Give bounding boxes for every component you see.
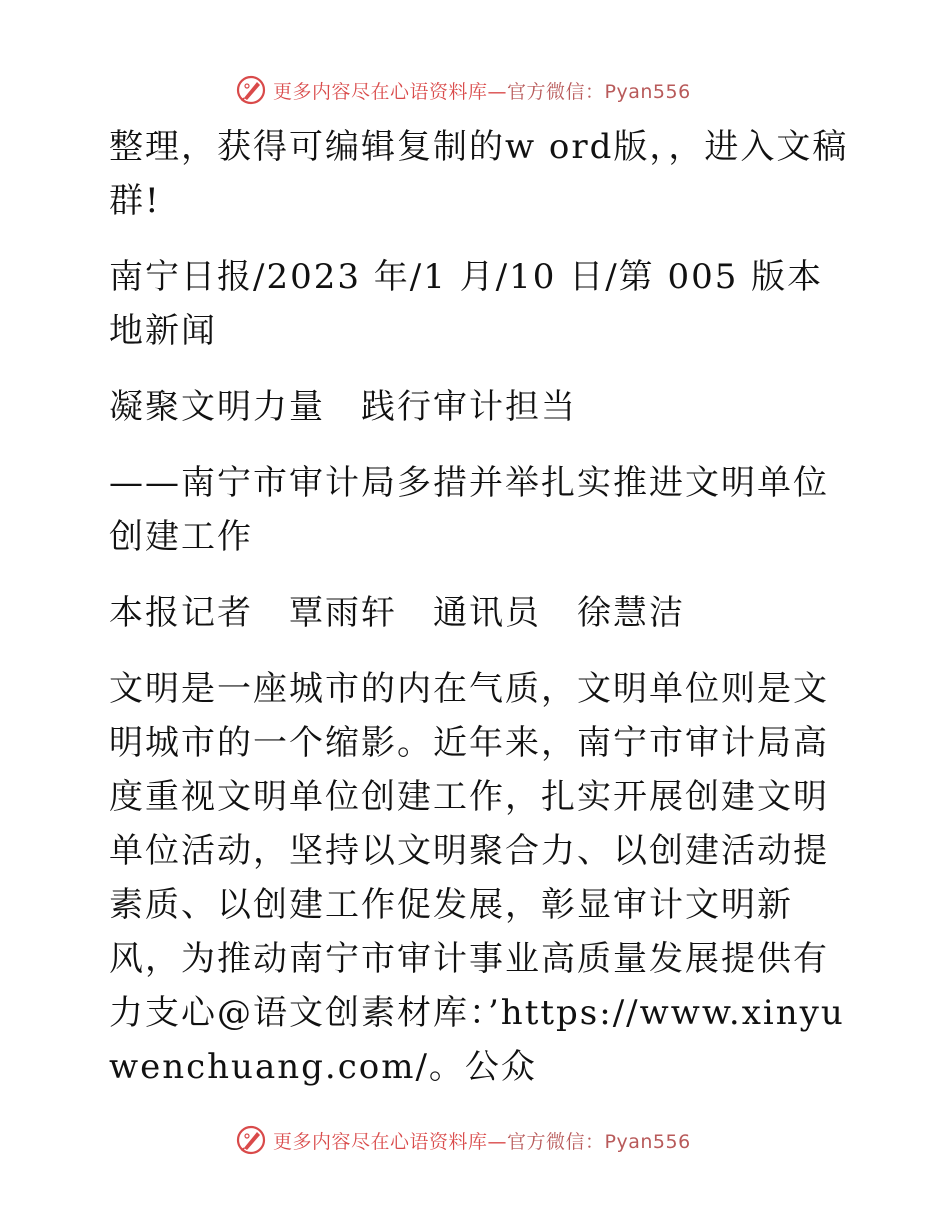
- byline: 本报记者 覃雨轩 通讯员 徐慧洁: [109, 593, 685, 633]
- quill-pen-logo-icon: [235, 74, 267, 106]
- watermark-wechat-text: 官方微信：Pyan556: [507, 1130, 691, 1153]
- article-body: [97, 120, 857, 1116]
- intro-note: 整理，获得可编辑复制的w ord版，，进入文稿群!: [109, 127, 849, 221]
- watermark-main-text: 更多内容尽在心语资料库: [273, 80, 488, 103]
- body-paragraph: 文明是一座城市的内在气质，文明单位则是文明城市的一个缩影。近年来，南宁市审计局高度重视文明单位创建工作，扎实开展创建文明单位活动，坚持以文明聚合力、以创建活动提素质、以创建工作促发展，彰显审计文明新风，为推动南宁市审计事业高质量发展提供有力支心@语文创素材库：’https://www.xinyuwenchuang.com/。公众: [109, 669, 845, 1087]
- source-line: 南宁日报/2023 年/1 月/10 日/第 005 版本地新闻: [109, 257, 824, 351]
- footer-watermark: [235, 1122, 691, 1158]
- watermark-dash: —: [487, 80, 508, 103]
- article-subtitle: ——南宁市审计局多措并举扎实推进文明单位创建工作: [109, 463, 829, 557]
- header-watermark: [235, 72, 691, 108]
- watermark-dash: —: [487, 1130, 508, 1153]
- article-title: 凝聚文明力量 践行审计担当: [109, 387, 577, 427]
- quill-pen-logo-icon: [235, 1124, 267, 1156]
- watermark-wechat-text: 官方微信：Pyan556: [507, 80, 691, 103]
- watermark-main-text: 更多内容尽在心语资料库: [273, 1130, 488, 1153]
